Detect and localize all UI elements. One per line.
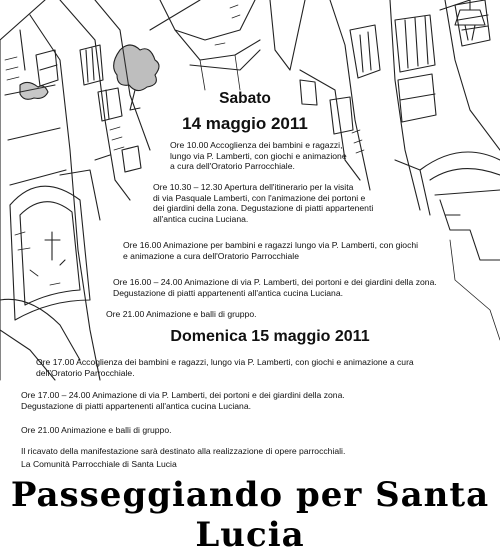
sun-item-3: Ore 21.00 Animazione e balli di gruppo. — [21, 425, 172, 435]
sat-item-1: Ore 10.00 Accoglienza dei bambini e ragazzi, lungo via P. Lamberti, con giochi e animazione a cura dell'Oratorio Parrocchiale. — [170, 140, 347, 172]
sun-item-1: Ore 17.00 Accoglienza dei bambini e ragazzi, lungo via P. Lamberti, con giochi e animazione a cura dell'Oratorio Parrocchiale. — [36, 357, 414, 378]
footer-title: Passeggiando per Santa Lucia — [10, 475, 490, 555]
saturday-day: Sabato — [219, 90, 271, 107]
saturday-date: 14 maggio 2011 — [182, 114, 308, 133]
sat-item-5: Ore 21.00 Animazione e balli di gruppo. — [106, 309, 257, 319]
sunday-title: Domenica 15 maggio 2011 — [170, 328, 370, 345]
sat-item-4: Ore 16.00 – 24.00 Animazione di via P. Lamberti, dei portoni e dei giardini della zona. Degustazione di piatti appartenenti all'antica cucina Luciana. — [113, 277, 437, 298]
sun-note-2: La Comunità Parrocchiale di Santa Lucia — [21, 459, 177, 469]
sat-item-3: Ore 16.00 Animazione per bambini e ragazzi lungo via P. Lamberti, con giochi e animazione a cura dell'Oratorio Parrocchiale — [123, 240, 419, 261]
sun-item-2: Ore 17.00 – 24.00 Animazione di via P. Lamberti, dei portoni e dei giardini della zona. Degustazione di piatti appartenenti all'antica cucina Luciana. — [21, 390, 345, 411]
sat-item-2: Ore 10.30 – 12.30 Apertura dell'itinerario per la visita di via Pasquale Lamberti, con l'animazione dei portoni e dei giardini della zona. Degustazione di piatti appartenenti all'antica cucina Luciana. — [153, 182, 374, 224]
sun-note-1: Il ricavato della manifestazione sarà destinato alla realizzazione di opere parrocchiali. — [21, 446, 346, 456]
